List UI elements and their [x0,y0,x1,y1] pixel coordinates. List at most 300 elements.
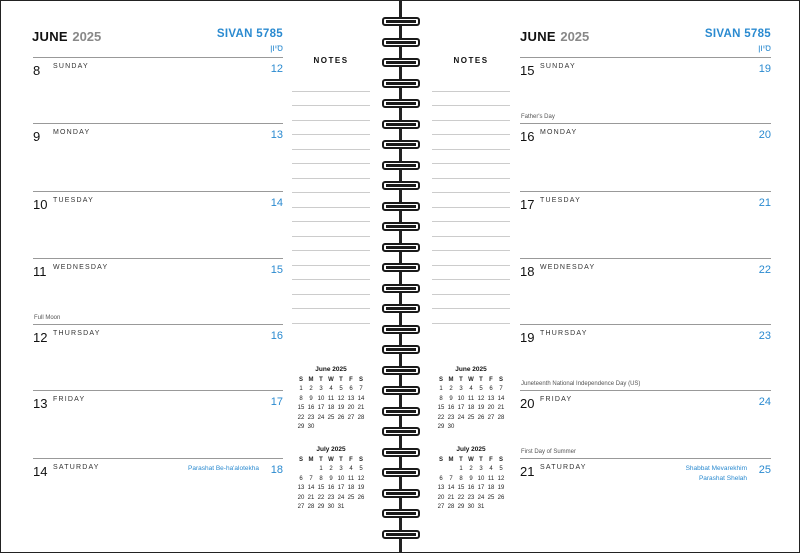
mini-calendar-day: 16 [307,405,315,412]
mini-calendar-day: 6 [349,386,353,393]
mini-calendar-day: 29 [297,424,305,431]
mini-calendar-day: 13 [347,395,355,402]
mini-calendar-day: 22 [317,494,325,501]
mini-calendar-title: June 2025 [315,366,347,373]
notes-line[interactable] [292,121,370,136]
mini-calendar-day: 3 [339,466,343,473]
mini-calendar-day: 31 [337,504,345,511]
notes-line[interactable] [292,193,370,208]
mini-calendar-day: 1 [299,386,303,393]
weekday-label: S [298,376,303,383]
mini-calendar-day: 6 [299,475,303,482]
notes-line[interactable] [432,150,510,165]
notes-line[interactable] [432,309,510,324]
notes-line[interactable] [432,280,510,295]
weekday-label: S [298,456,303,463]
left-month-header [32,28,101,46]
left-page [1,1,399,552]
day-number: 16 [520,129,535,144]
mini-calendar-day: 9 [469,475,473,482]
weekday-label: W [468,456,474,463]
spiral-ring [382,448,420,457]
mini-calendar-day: 6 [439,475,443,482]
hebrew-day-number: 18 [270,464,283,476]
mini-calendar-day: 7 [309,475,313,482]
weekday-label: M [448,376,454,383]
notes-line[interactable] [432,266,510,281]
day-name: FRIDAY [540,396,573,403]
hebrew-day-number: 13 [270,129,283,141]
right-hebrew-month: SIVAN 5785 [704,28,771,40]
notes-line[interactable] [292,266,370,281]
right-page [402,1,799,552]
day-number: 8 [33,63,41,78]
mini-calendar-day: 29 [457,504,465,511]
notes-line[interactable] [432,77,510,92]
left-hebrew-script: סיון [270,43,283,53]
day-name: TUESDAY [540,197,581,204]
mini-calendar-day: 11 [327,395,335,402]
day-name: FRIDAY [53,396,86,403]
mini-calendar-day: 8 [459,475,463,482]
day-number: 13 [33,396,48,411]
mini-calendar-day: 4 [329,386,333,393]
spiral-ring [382,58,420,67]
mini-calendar-day: 23 [467,494,475,501]
notes-line[interactable] [432,121,510,136]
spiral-ring [382,427,420,436]
day-row[interactable] [33,324,283,392]
weekday-label: T [479,456,483,463]
mini-calendar-day: 22 [297,414,305,421]
day-note: Father's Day [521,114,555,120]
notes-line[interactable] [432,222,510,237]
weekday-label: M [448,456,454,463]
left-year-label: 2025 [72,29,102,44]
hebrew-day-number: 20 [758,129,771,141]
weekday-label: T [319,456,323,463]
notes-line[interactable] [432,251,510,266]
notes-line[interactable] [292,222,370,237]
mini-calendar-day: 14 [447,485,455,492]
spiral-ring [382,38,420,47]
mini-calendar-day: 5 [339,386,343,393]
mini-calendar-day: 17 [457,405,465,412]
mini-calendar-day: 18 [467,405,475,412]
mini-calendar-day: 18 [347,485,355,492]
hebrew-day-number: 25 [758,464,771,476]
mini-calendar-day: 7 [359,386,363,393]
notes-line[interactable] [432,179,510,194]
notes-line[interactable] [292,150,370,165]
mini-calendar-day: 17 [317,405,325,412]
mini-calendar-day [466,423,476,433]
mini-calendar-day: 15 [457,485,465,492]
mini-calendar-day [326,423,336,433]
hebrew-day-number: 23 [758,330,771,342]
day-row[interactable] [33,191,283,259]
mini-calendar-day: 19 [477,405,485,412]
mini-calendar-day: 4 [489,466,493,473]
mini-calendar-day [306,465,316,475]
notes-line[interactable] [292,77,370,92]
mini-calendar-day: 13 [297,485,305,492]
notes-line[interactable] [292,92,370,107]
spiral-ring [382,366,420,375]
left-hebrew-header [201,28,283,53]
mini-calendar-day: 2 [449,386,453,393]
mini-calendar-day: 18 [487,485,495,492]
mini-calendar-day: 13 [437,485,445,492]
day-number: 18 [520,264,535,279]
day-row[interactable] [520,390,771,458]
day-note: Juneteenth National Independence Day (US) [521,381,641,387]
spiral-ring [382,509,420,518]
hebrew-day-number: 21 [758,197,771,209]
spiral-ring [382,17,420,26]
mini-calendar-day: 14 [357,395,365,402]
day-row[interactable] [520,258,771,326]
hebrew-day-number: 15 [270,264,283,276]
mini-calendar-day: 1 [459,466,463,473]
day-row[interactable] [520,123,771,191]
day-number: 19 [520,330,535,345]
notes-line[interactable] [292,309,370,324]
day-row[interactable] [33,390,283,458]
mini-calendar-day: 4 [349,466,353,473]
day-name: SUNDAY [540,63,576,70]
mini-calendar-day: 5 [359,466,363,473]
mini-calendar-day: 7 [499,386,503,393]
weekday-label: S [498,456,503,463]
weekday-label: M [308,376,314,383]
spiral-ring [382,325,420,334]
mini-calendar-day [346,423,356,433]
mini-calendar-title: June 2025 [455,366,487,373]
notes-line[interactable] [292,164,370,179]
mini-calendar-day: 8 [319,475,323,482]
notes-line[interactable] [432,208,510,223]
mini-calendar-day: 24 [337,494,345,501]
spiral-ring [382,243,420,252]
notes-line[interactable] [432,164,510,179]
notes-line[interactable] [292,251,370,266]
mini-calendar-day: 12 [337,395,345,402]
mini-calendar-day: 26 [357,494,365,501]
day-name: SUNDAY [53,63,89,70]
day-number: 12 [33,330,48,345]
mini-calendar-day: 5 [479,386,483,393]
notes-title: NOTES [453,56,489,65]
mini-calendar-title: July 2025 [456,446,486,453]
mini-calendar-day: 30 [327,504,335,511]
weekday-label: S [358,456,363,463]
mini-calendar-day: 4 [469,386,473,393]
mini-calendar-day: 9 [329,475,333,482]
hebrew-day-number: 14 [270,197,283,209]
mini-calendar-day: 16 [327,485,335,492]
mini-calendar-day [356,423,366,433]
mini-calendar-day: 28 [447,504,455,511]
mini-calendar-day: 27 [347,414,355,421]
day-name: THURSDAY [540,330,588,337]
mini-calendar-day: 30 [467,504,475,511]
notes-line[interactable] [292,179,370,194]
day-number: 21 [520,464,535,479]
mini-calendar-day: 20 [487,405,495,412]
day-event: Parashat Be-ha'alotekha [188,465,259,472]
mini-calendar-day: 30 [447,424,455,431]
mini-calendar-day: 12 [477,395,485,402]
weekday-label: T [459,376,463,383]
day-row[interactable] [33,458,283,526]
mini-calendar-day: 15 [317,485,325,492]
mini-calendar-day: 27 [297,504,305,511]
mini-calendar-grid [436,455,506,512]
mini-calendar-day: 21 [447,494,455,501]
day-name: SATURDAY [540,464,587,471]
notes-line[interactable] [292,135,370,150]
weekday-label: W [328,376,334,383]
mini-calendar-day: 22 [437,414,445,421]
day-name: WEDNESDAY [540,264,596,271]
mini-calendar-day: 25 [347,494,355,501]
mini-calendar-day: 29 [317,504,325,511]
weekday-label: S [438,376,443,383]
mini-calendar-day [296,465,306,475]
mini-calendar-day [496,503,506,513]
day-number: 9 [33,129,41,144]
mini-calendar-day: 21 [497,405,505,412]
mini-calendar-day: 17 [337,485,345,492]
mini-calendar-day: 20 [297,494,305,501]
spiral-ring [382,407,420,416]
mini-calendar-day: 27 [437,504,445,511]
weekday-label: F [349,376,353,383]
mini-calendar-grid [296,375,366,432]
mini-calendar-day: 3 [479,466,483,473]
spiral-ring [382,161,420,170]
hebrew-day-number: 16 [270,330,283,342]
mini-calendar-day: 24 [477,494,485,501]
day-note: Full Moon [34,315,61,321]
notes-line[interactable] [432,92,510,107]
day-number: 11 [33,264,47,279]
spiral-ring [382,99,420,108]
mini-calendar-day: 1 [439,386,443,393]
weekday-label: S [498,376,503,383]
mini-calendar-day: 23 [327,494,335,501]
weekday-label: F [489,376,493,383]
left-month-label: JUNE [32,29,68,44]
weekday-label: T [339,456,343,463]
notes-line[interactable] [292,237,370,252]
mini-calendar-day [476,423,486,433]
mini-calendar [296,366,366,432]
mini-calendar-day: 10 [457,395,465,402]
day-name: THURSDAY [53,330,101,337]
mini-calendar-day [356,503,366,513]
weekday-label: T [479,376,483,383]
notes-line[interactable] [292,106,370,121]
day-number: 15 [520,63,535,78]
weekday-label: S [438,456,443,463]
spiral-ring [382,202,420,211]
day-note: First Day of Summer [521,449,577,455]
mini-calendar-day: 26 [477,414,485,421]
day-event: Shabbat Mevarekhim Parashat Shelah [685,465,747,482]
mini-calendar [436,366,506,432]
mini-calendar-day [446,465,456,475]
day-row[interactable] [520,57,771,125]
weekday-label: T [339,376,343,383]
mini-calendar-day: 19 [337,405,345,412]
right-month-label: JUNE [520,29,556,44]
spiral-ring [382,304,420,313]
mini-calendar-day: 29 [437,424,445,431]
spiral-ring [382,345,420,354]
spiral-ring [382,489,420,498]
mini-calendar-day: 21 [307,494,315,501]
weekday-label: T [319,376,323,383]
weekday-label: M [308,456,314,463]
mini-calendar-day [436,465,446,475]
mini-calendar-day: 28 [357,414,365,421]
spiral-ring [382,386,420,395]
mini-calendar-day: 20 [347,405,355,412]
mini-calendar-day [316,423,326,433]
mini-calendar-day: 3 [459,386,463,393]
mini-calendar-day: 21 [357,405,365,412]
mini-calendar-day: 8 [299,395,303,402]
spiral-ring [382,120,420,129]
mini-calendar-day: 23 [307,414,315,421]
day-number: 10 [33,197,48,212]
mini-calendar-day: 15 [297,405,305,412]
weekday-label: W [328,456,334,463]
day-name: TUESDAY [53,197,94,204]
day-name: SATURDAY [53,464,100,471]
weekday-label: F [349,456,353,463]
mini-calendar-day: 9 [309,395,313,402]
mini-calendar-day: 28 [497,414,505,421]
mini-calendar-day: 11 [467,395,475,402]
right-notes-area[interactable] [432,56,510,65]
mini-calendar-day: 10 [317,395,325,402]
weekday-label: F [489,456,493,463]
spiral-ring [382,284,420,293]
mini-calendar-day: 15 [437,405,445,412]
mini-calendar-day: 11 [347,475,355,482]
spiral-ring [382,263,420,272]
day-number: 20 [520,396,535,411]
hebrew-day-number: 12 [270,63,283,75]
mini-calendar-day: 8 [439,395,443,402]
day-row[interactable] [520,191,771,259]
day-row[interactable] [33,57,283,125]
left-notes-area[interactable] [292,56,370,65]
hebrew-day-number: 19 [758,63,771,75]
mini-calendar-day: 13 [487,395,495,402]
spiral-ring [382,222,420,231]
hebrew-day-number: 17 [270,396,283,408]
mini-calendar-day: 26 [497,494,505,501]
mini-calendar-day: 6 [489,386,493,393]
mini-calendar-day: 1 [319,466,323,473]
mini-calendar [296,446,366,512]
right-year-label: 2025 [560,29,590,44]
notes-line[interactable] [432,135,510,150]
day-name: MONDAY [540,129,578,136]
notes-line[interactable] [292,208,370,223]
mini-calendar-day: 11 [487,475,495,482]
day-name: MONDAY [53,129,91,136]
notes-line[interactable] [432,193,510,208]
mini-calendar-day [456,423,466,433]
spiral-ring [382,79,420,88]
right-hebrew-header [687,28,771,53]
day-number: 14 [33,464,48,479]
spiral-ring [382,530,420,539]
hebrew-day-number: 22 [758,264,771,276]
mini-calendar-grid [436,375,506,432]
weekday-label: W [468,376,474,383]
mini-calendar-day: 2 [309,386,313,393]
mini-calendar-day: 28 [307,504,315,511]
mini-calendar-day: 16 [467,485,475,492]
right-hebrew-script: סיון [758,43,771,53]
mini-calendar-day: 10 [477,475,485,482]
day-row[interactable] [520,458,771,526]
mini-calendar-day: 31 [477,504,485,511]
mini-calendar-day: 9 [449,395,453,402]
mini-calendar-day: 5 [499,466,503,473]
mini-calendar-day: 19 [357,485,365,492]
notes-line[interactable] [292,280,370,295]
mini-calendar-day: 12 [497,475,505,482]
day-row[interactable] [33,258,283,326]
mini-calendar-day: 25 [327,414,335,421]
spiral-ring [382,181,420,190]
left-hebrew-month: SIVAN 5785 [216,28,283,40]
mini-calendar [436,446,506,512]
mini-calendar-day: 25 [467,414,475,421]
mini-calendar-day: 14 [307,485,315,492]
hebrew-day-number: 24 [758,396,771,408]
mini-calendar-day: 19 [497,485,505,492]
notes-line[interactable] [432,295,510,310]
mini-calendar-title: July 2025 [316,446,346,453]
mini-calendar-day: 12 [357,475,365,482]
mini-calendar-day [486,503,496,513]
mini-calendar-day: 20 [437,494,445,501]
mini-calendar-day: 17 [477,485,485,492]
day-row[interactable] [33,123,283,191]
notes-line[interactable] [292,295,370,310]
mini-calendar-day: 2 [469,466,473,473]
mini-calendar-day: 24 [457,414,465,421]
mini-calendar-day: 23 [447,414,455,421]
mini-calendar-day: 2 [329,466,333,473]
mini-calendar-day: 27 [487,414,495,421]
mini-calendar-day [486,423,496,433]
mini-calendar-day: 24 [317,414,325,421]
notes-line[interactable] [432,237,510,252]
notes-line[interactable] [432,106,510,121]
mini-calendar-day: 3 [319,386,323,393]
mini-calendar-day [496,423,506,433]
mini-calendar-day: 18 [327,405,335,412]
